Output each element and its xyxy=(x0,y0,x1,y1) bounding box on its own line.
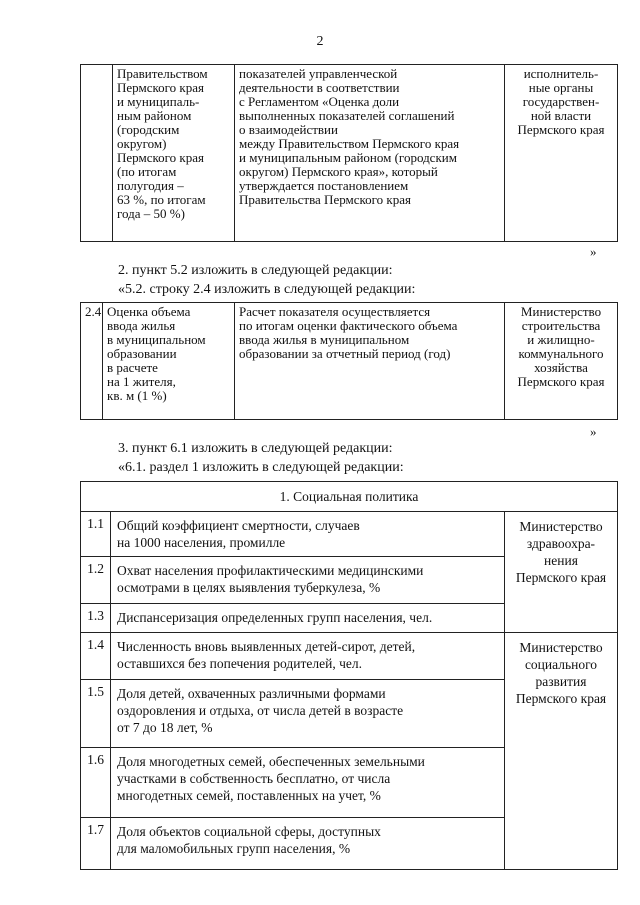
row-number-cell xyxy=(81,65,113,242)
row-number-cell: 1.1 xyxy=(81,512,111,557)
table-row xyxy=(81,65,618,242)
cell-ministry-social: Министерство социального развития Пермского края xyxy=(505,633,618,870)
cell-responsible: Министерство строительства и жилищно- коммунального хозяйства Пермского края xyxy=(505,303,618,420)
row-number-cell: 1.5 xyxy=(81,680,111,748)
row-number-cell: 1.3 xyxy=(81,604,111,633)
row-number-cell: 1.4 xyxy=(81,633,111,680)
table-row xyxy=(81,633,618,680)
row-text-cell: Доля детей, охваченных различными формами оздоровления и отдыха, от числа детей в возрасте от 7 до 18 лет, % xyxy=(111,680,505,748)
paragraph-item-2: 2. пункт 5.2 изложить в следующей редакции: xyxy=(118,263,393,278)
section-title: 1. Социальная политика xyxy=(81,482,618,512)
row-number-cell: 2.4 xyxy=(81,303,103,420)
cell-ministry-health: Министерство здравоохра- нения Пермского края xyxy=(505,512,618,633)
row-text-cell: Охват населения профилактическими медицинскими осмотрами в целях выявления туберкулеза, % xyxy=(111,557,505,604)
cell-method: показателей управленческой деятельности в соответствии с Регламентом «Оценка доли выполненных показателей соглашений о взаимодействии между Правительством Пермского края и муниципальным районом (городским округом) Пермского края», который утверждается постановлением Правительства Пермского края xyxy=(235,65,505,242)
table-row-2-4 xyxy=(80,302,618,420)
cell-responsible: исполнитель- ные органы государствен- ной власти Пермского края xyxy=(505,65,618,242)
closing-quote: » xyxy=(590,424,597,439)
paragraph-item-3: 3. пункт 6.1 изложить в следующей редакции: xyxy=(118,441,393,456)
row-text-cell: Диспансеризация определенных групп населения, чел. xyxy=(111,604,505,633)
table-row xyxy=(81,303,618,420)
section-header-row xyxy=(81,482,618,512)
row-text-cell: Доля многодетных семей, обеспеченных земельными участками в собственность бесплатно, от числа многодетных семей, поставленных на учет, % xyxy=(111,748,505,818)
paragraph-item-6-1: «6.1. раздел 1 изложить в следующей редакции: xyxy=(118,460,404,475)
row-text-cell: Доля объектов социальной сферы, доступных для маломобильных групп населения, % xyxy=(111,818,505,870)
row-text-cell: Численность вновь выявленных детей-сирот, детей, оставшихся без попечения родителей, чел. xyxy=(111,633,505,680)
table-row xyxy=(81,512,618,557)
row-number-cell: 1.6 xyxy=(81,748,111,818)
closing-quote: » xyxy=(590,244,597,259)
page-number: 2 xyxy=(316,34,324,49)
cell-indicator: Оценка объема ввода жилья в муниципальном образовании в расчете на 1 жителя, кв. м (1 %) xyxy=(103,303,235,420)
cell-parties: Правительством Пермского края и муниципаль- ным районом (городским округом) Пермского края (по итогам полугодия – 63 %, по итогам года – 50 %) xyxy=(113,65,235,242)
row-number-cell: 1.7 xyxy=(81,818,111,870)
row-text-cell: Общий коэффициент смертности, случаев на 1000 населения, промилле xyxy=(111,512,505,557)
paragraph-item-5-2: «5.2. строку 2.4 изложить в следующей редакции: xyxy=(118,282,416,297)
row-number-cell: 1.2 xyxy=(81,557,111,604)
cell-method: Расчет показателя осуществляется по итогам оценки фактического объема ввода жилья в муниципальном образовании за отчетный период (год) xyxy=(235,303,505,420)
table-social-policy xyxy=(80,481,618,870)
table-continued-row xyxy=(80,64,618,242)
